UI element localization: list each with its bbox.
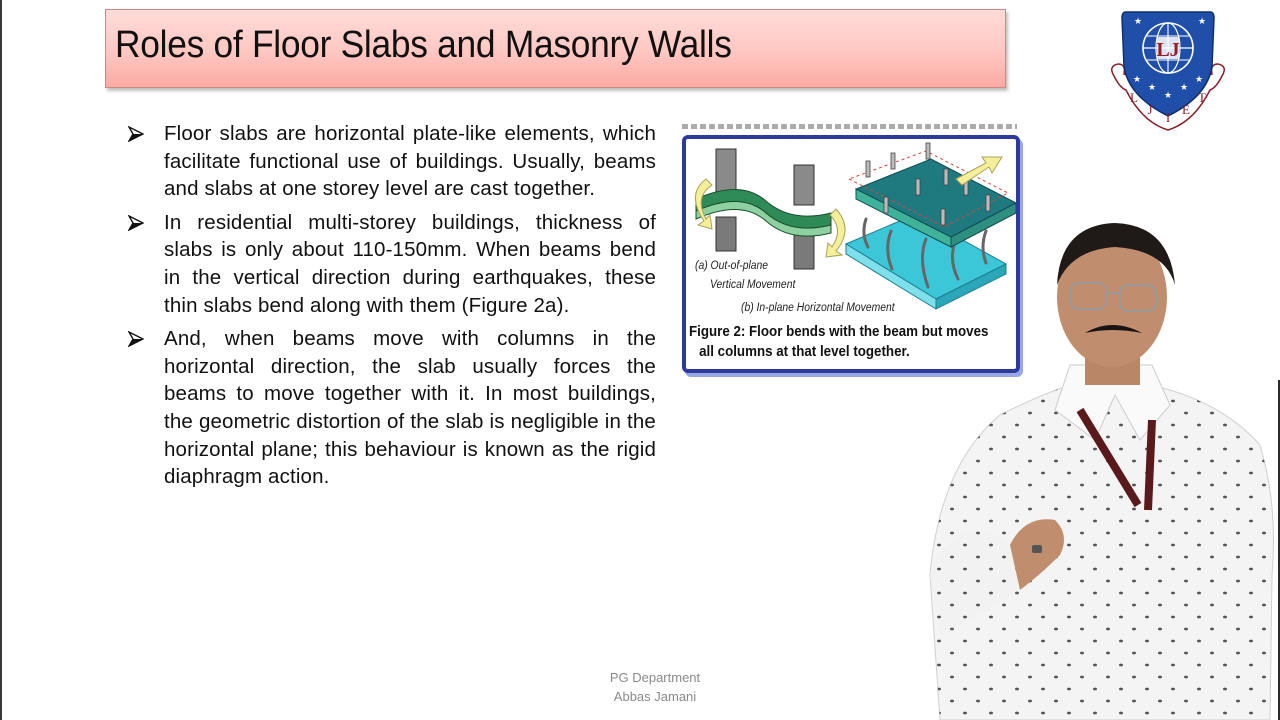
svg-text:L: L	[1130, 90, 1138, 105]
svg-text:J: J	[1147, 102, 1153, 117]
bullet-item	[128, 209, 656, 319]
footer-department: PG Department	[609, 670, 701, 685]
arrowhead-bullet-icon	[128, 215, 144, 231]
window-left-edge	[0, 0, 2, 720]
presenter-silhouette-icon	[920, 215, 1280, 720]
ljiet-logo	[1104, 4, 1232, 132]
svg-text:★: ★	[1179, 83, 1189, 93]
slide-title-banner	[105, 9, 1006, 88]
slide-title: Roles of Floor Slabs and Masonry Walls	[115, 24, 732, 66]
svg-text:I: I	[1165, 110, 1171, 125]
svg-text:★: ★	[1132, 75, 1142, 85]
svg-text:LJ: LJ	[1156, 39, 1180, 61]
footer-presenter-name: Abbas Jamani	[613, 689, 697, 704]
crest-icon	[1104, 4, 1232, 132]
bullet-item	[128, 120, 656, 203]
arrowhead-bullet-icon	[128, 331, 144, 347]
figure-cropped-heading	[682, 124, 1017, 129]
svg-text:★: ★	[1147, 83, 1157, 93]
bullet-text: And, when beams move with columns in the horizontal direction, the slab usually forces the beams to move together with it. In most buildings, the geometric distortion of the slab is negligible in the horizontal plane; this behaviour is known as the rigid diaphragm action.	[164, 327, 656, 489]
figure-label-a-line1: (a) Out-of-plane	[695, 260, 769, 272]
bullet-list	[128, 120, 656, 497]
figure-label-a-line2: Vertical Movement	[710, 279, 796, 291]
presenter-video	[920, 215, 1280, 720]
svg-text:★: ★	[1197, 17, 1207, 27]
svg-text:★: ★	[1133, 17, 1143, 27]
arrowhead-bullet-icon	[128, 126, 144, 142]
figure-caption-line1: Figure 2: Floor bends with the beam but moves	[689, 324, 989, 340]
figure-caption-line2: all columns at that level together.	[699, 344, 910, 360]
svg-text:★: ★	[1163, 91, 1173, 101]
out-of-plane-diagram	[695, 149, 845, 269]
bullet-text: Floor slabs are horizontal plate-like elements, which facilitate functional use of buildings. Usually, beams and slabs at one storey level are cast together.	[164, 122, 656, 201]
bullet-item	[128, 325, 656, 491]
figure-label-b: (b) In-plane Horizontal Movement	[741, 302, 895, 314]
svg-text:T: T	[1198, 90, 1206, 105]
svg-text:E: E	[1182, 102, 1190, 117]
slide-footer	[555, 668, 755, 706]
svg-text:★: ★	[1194, 75, 1204, 85]
bullet-text: In residential multi-storey buildings, thickness of slabs is only about 110-150mm. When beams bend in the vertical direction during earthquakes, these thin slabs bend along with them (Figure 2a).	[164, 210, 656, 317]
